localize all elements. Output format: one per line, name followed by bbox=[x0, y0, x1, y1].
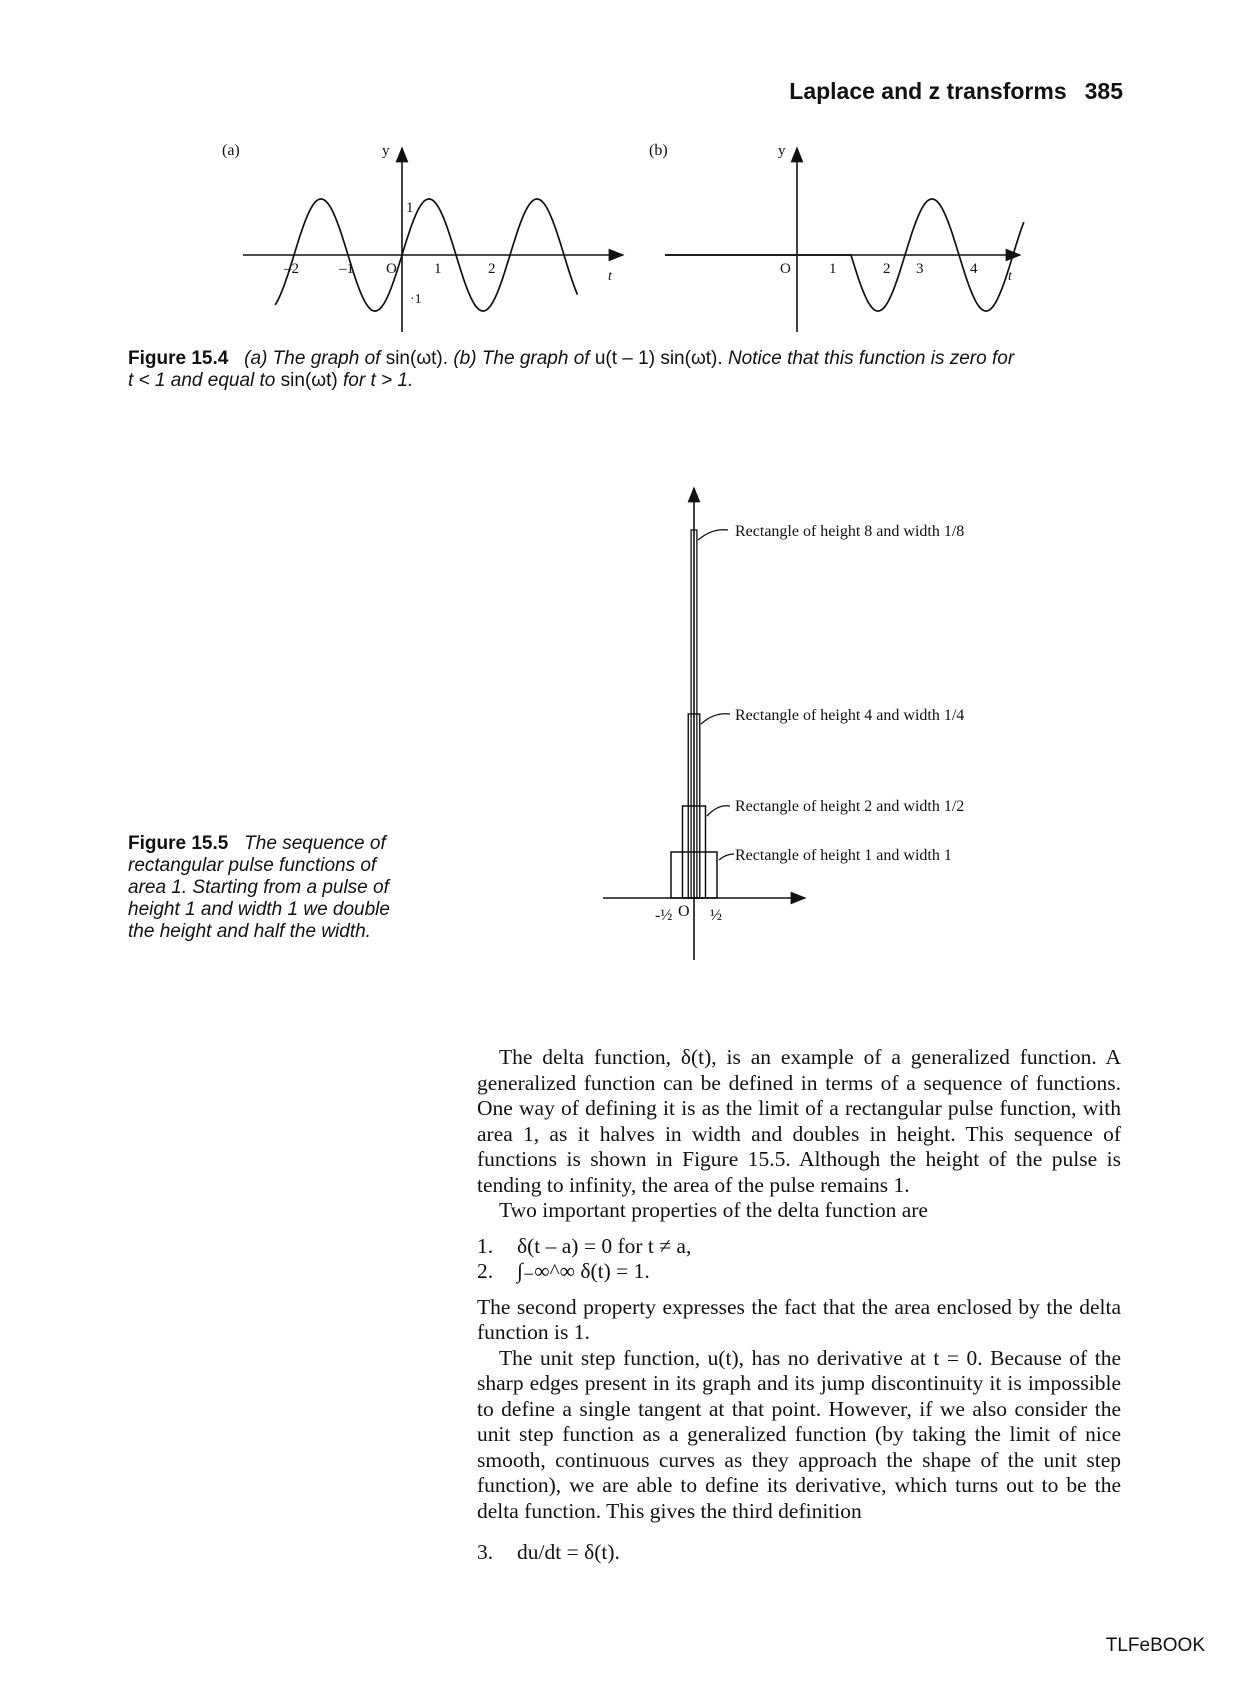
list-item bbox=[477, 1540, 1121, 1566]
body-text bbox=[477, 1045, 1121, 1576]
panel-b-tick-origin: O bbox=[780, 261, 791, 277]
running-title: Laplace and z transforms bbox=[789, 78, 1067, 104]
list-item bbox=[477, 1234, 1121, 1260]
paragraph-4: The unit step function, u(t), has no derivative at t = 0. Because of the sharp edges present in its graph and its jump discontinuity it is impossible to define a single tangent at that point. However, if we also consider the unit step function as a generalized function (by taking the limit of nice smooth, continuous curves as they approach the shape of the unit step function), we are able to define its derivative, which turns out to be the delta function. This gives the third definition bbox=[477, 1345, 1121, 1523]
panel-b-y-label: y bbox=[778, 143, 786, 159]
panel-b-tick-2: 2 bbox=[883, 261, 891, 277]
fig5-tick-half: ½ bbox=[710, 907, 722, 924]
panel-b-tick-3: 3 bbox=[916, 261, 924, 277]
panel-a-tick-y1: 1 bbox=[406, 200, 414, 216]
caption-label: Figure 15.5 bbox=[128, 833, 229, 854]
fig5-tick-neg-half: -½ bbox=[655, 907, 673, 924]
derivative-list bbox=[477, 1540, 1121, 1566]
annotation-height-4: Rectangle of height 4 and width 1/4 bbox=[735, 707, 965, 724]
caption-func-a: sin(ωt). bbox=[385, 348, 449, 369]
panel-a-tick-origin: O bbox=[386, 261, 397, 277]
panel-b-label: (b) bbox=[649, 142, 668, 159]
caption-func-b: u(t – 1) sin(ωt). bbox=[594, 348, 723, 369]
figure-15-5-caption bbox=[128, 833, 400, 943]
leader-1 bbox=[719, 854, 734, 860]
paragraph-2: Two important properties of the delta function are bbox=[499, 1198, 928, 1222]
leader-4 bbox=[701, 714, 730, 724]
caption-text-b: (b) The graph of bbox=[453, 348, 590, 369]
list-item bbox=[477, 1259, 1121, 1285]
panel-a-tick-1: 1 bbox=[434, 261, 442, 277]
annotation-height-1: Rectangle of height 1 and width 1 bbox=[735, 847, 952, 864]
caption-text: The sequence of rectangular pulse functions of area 1. Starting from a pulse of height 1 and width 1 we double the height and half the width. bbox=[128, 833, 390, 942]
annotation-height-2: Rectangle of height 2 and width 1/2 bbox=[735, 798, 965, 815]
panel-a-tick-yneg1: ·1 bbox=[410, 292, 422, 307]
figure-15-4-caption bbox=[128, 348, 1128, 392]
leader-8 bbox=[698, 530, 728, 540]
caption-line2-b: for t > 1. bbox=[343, 370, 414, 391]
annotation-height-8: Rectangle of height 8 and width 1/8 bbox=[735, 523, 965, 540]
page-number: 385 bbox=[1084, 78, 1123, 104]
caption-text-c: Notice that this function is zero for bbox=[727, 348, 1015, 369]
watermark: TLFeBOOK bbox=[1105, 1635, 1205, 1656]
panel-a-y-label: y bbox=[382, 143, 390, 159]
panel-b-t-label: t bbox=[1008, 269, 1012, 284]
list-number: 3. bbox=[477, 1540, 494, 1564]
panel-a-tick-2: 2 bbox=[488, 261, 496, 277]
panel-b-tick-1: 1 bbox=[829, 261, 837, 277]
caption-line2-func: sin(ωt) bbox=[280, 370, 338, 391]
panel-a-tick-neg2: –2 bbox=[284, 261, 299, 277]
list-number: 2. bbox=[477, 1259, 494, 1283]
list-text: ∫₋∞^∞ δ(t) = 1. bbox=[517, 1259, 650, 1283]
panel-b-tick-4: 4 bbox=[970, 261, 978, 277]
panel-a-label: (a) bbox=[222, 142, 240, 159]
list-number: 1. bbox=[477, 1233, 494, 1258]
paragraph-1: The delta function, δ(t), is an example of a generalized function. A generalized function can be defined in terms of a sequence of functions. One way of defining it is as the limit of a rectangular pulse function, with area 1, as it halves in width and doubles in height. This sequence of functions is shown in Figure 15.5. Although the height of the pulse is tending to infinity, the area of the pulse remains 1. bbox=[477, 1045, 1121, 1197]
property-list bbox=[477, 1234, 1121, 1285]
leader-2 bbox=[707, 806, 730, 816]
figure-15-4 bbox=[0, 0, 1243, 340]
list-text: du/dt = δ(t). bbox=[517, 1540, 620, 1564]
panel-a-t-label: t bbox=[608, 269, 612, 284]
caption-line2-a: t < 1 and equal to bbox=[128, 370, 276, 391]
list-text: δ(t – a) = 0 for t ≠ a, bbox=[517, 1233, 692, 1258]
caption-text-a: (a) The graph of bbox=[244, 348, 381, 369]
paragraph-3: The second property expresses the fact that the area enclosed by the delta function is 1. bbox=[477, 1294, 1121, 1344]
caption-label: Figure 15.4 bbox=[128, 348, 229, 369]
fig5-tick-origin: O bbox=[678, 903, 690, 920]
panel-a-tick-neg1: –1 bbox=[339, 261, 354, 277]
